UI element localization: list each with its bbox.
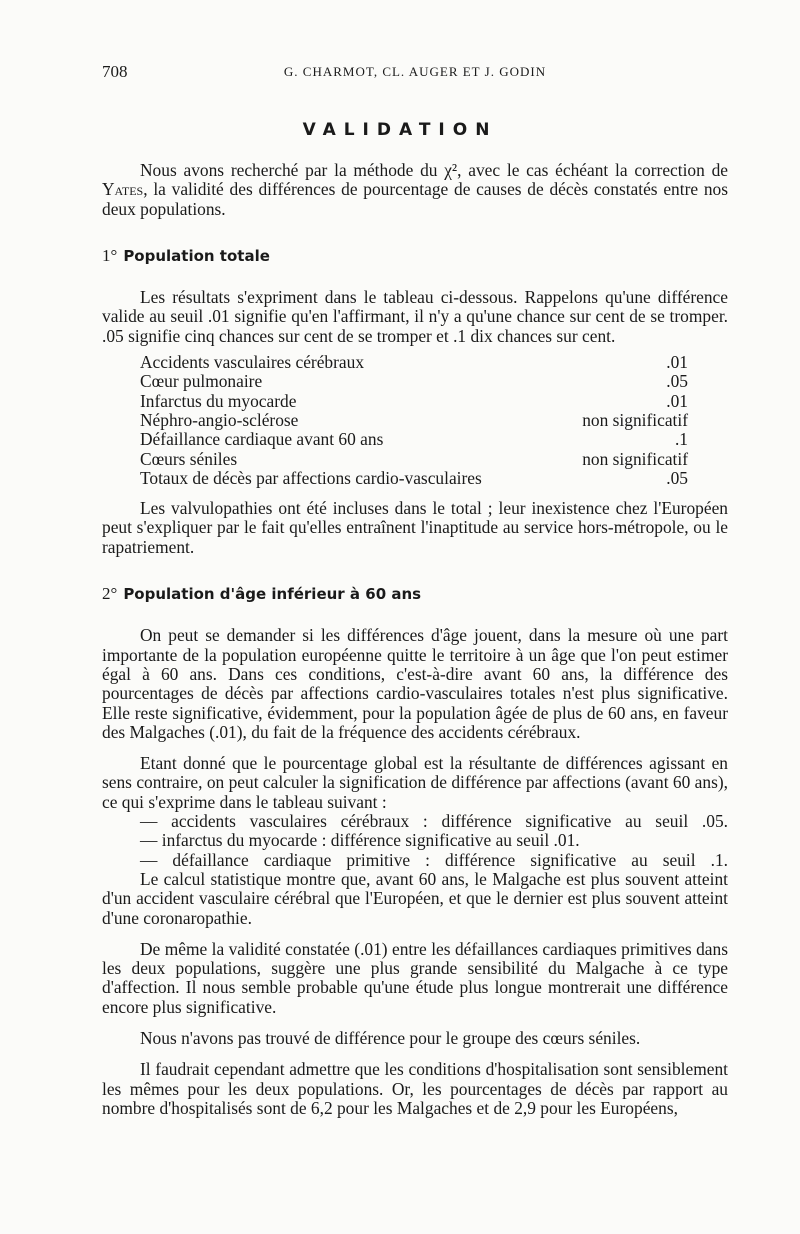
author-name: Yates bbox=[102, 179, 144, 200]
section2-paragraph-2: Etant donné que le pourcentage global est la résultante de différences agissant en sens contraire, on peut calculer la signification de différence par affections (avant 60 ans), ce qui s'exprime dans le tableau suivant : bbox=[102, 753, 728, 812]
table-row bbox=[140, 392, 688, 411]
results-table bbox=[140, 353, 688, 488]
list-item: — infarctus du myocarde : différence significative au seuil .01. bbox=[140, 830, 580, 851]
section2-paragraph-6: Il faudrait cependant admettre que les conditions d'hospitalisation sont sensiblement les mêmes pour les deux populations. Or, les pourcentages de décès par rapport au nombre d'hospitalisés sont de 6,2 pour les Malgaches et de 2,9 pour les Européens, bbox=[102, 1059, 728, 1118]
table-row bbox=[140, 450, 688, 469]
section2-heading bbox=[102, 584, 728, 604]
section2-paragraph-1: On peut se demander si les différences d'âge jouent, dans la mesure où une part importante de la population européenne quitte le territoire à un âge que l'on peut estimer égal à 60 ans. Dans ces conditions, c'est-à-dire avant 60 ans, la différence des pourcentages de décès par affections cardio-vasculaires totales n'est plus significative. Elle reste significative, évidemment, pour la population âgée de plus de 60 ans, en faveur des Malgaches (.01), du fait de la fréquence des accidents cérébraux. bbox=[102, 625, 728, 742]
row-value: non significatif bbox=[582, 409, 688, 430]
table-row bbox=[140, 469, 688, 488]
section2-paragraph-4: De même la validité constatée (.01) entre les défaillances cardiaques primitives dans les deux populations, suggère une plus grande sensibilité du Malgache à ce type d'affection. Il nous semble probable qu'une étude plus longue montrerait une différence encore plus significative. bbox=[102, 938, 728, 1017]
row-label: Infarctus du myocarde bbox=[140, 390, 297, 411]
significance-list bbox=[102, 812, 728, 870]
section-title: VALIDATION bbox=[302, 120, 498, 140]
table-row bbox=[140, 411, 688, 430]
row-label: Totaux de décès par affections cardio-vasculaires bbox=[140, 467, 482, 488]
row-label: Défaillance cardiaque avant 60 ans bbox=[140, 429, 384, 450]
article-body bbox=[102, 161, 728, 1118]
section2-title: Population d'âge inférieur à 60 ans bbox=[123, 585, 422, 604]
row-value: .01 bbox=[666, 390, 688, 411]
row-label: Cœur pulmonaire bbox=[140, 371, 263, 392]
row-value: .05 bbox=[666, 467, 688, 488]
section2-number: 2° bbox=[102, 584, 118, 604]
section1-paragraph-2: Les valvulopathies ont été incluses dans le total ; leur inexistence chez l'Européen peut s'expliquer par le fait qu'elles entraînent l'inaptitude au service hors-métropole, ou le rapatriement. bbox=[102, 498, 728, 557]
section2-paragraph-3: Le calcul statistique montre que, avant 60 ans, le Malgache est plus souvent atteint d'un accident vasculaire cérébral que l'Européen, et que le dernier est plus souvent atteint d'une coronaropathie. bbox=[102, 868, 728, 928]
intro-paragraph bbox=[102, 161, 728, 219]
intro-text-a: Nous avons recherché par la méthode du χ², avec le cas échéant la correction de bbox=[140, 160, 728, 180]
section1-heading bbox=[102, 246, 728, 266]
row-label: Accidents vasculaires cérébraux bbox=[140, 352, 365, 373]
row-value: .05 bbox=[666, 371, 688, 392]
list-item: — accidents vasculaires cérébraux : différence significative au seuil .05. bbox=[140, 811, 728, 832]
row-label: Néphro-angio-sclérose bbox=[140, 409, 299, 430]
intro-text-b: , la validité des différences de pourcentage de causes de décès constatés entre nos deux populations. bbox=[102, 179, 728, 219]
table-row bbox=[140, 372, 688, 391]
page-number: 708 bbox=[102, 62, 128, 81]
section1-title: Population totale bbox=[123, 246, 270, 265]
running-head: G. CHARMOT, CL. AUGER ET J. GODIN bbox=[283, 64, 547, 79]
section1-number: 1° bbox=[102, 245, 118, 265]
table-row bbox=[140, 353, 688, 372]
row-value: .1 bbox=[674, 429, 688, 450]
list-item: — défaillance cardiaque primitive : différence significative au seuil .1. bbox=[140, 849, 728, 870]
section2-paragraph-5: Nous n'avons pas trouvé de différence pour le groupe des cœurs séniles. bbox=[140, 1027, 641, 1048]
row-value: .01 bbox=[666, 352, 688, 373]
page-header bbox=[102, 62, 728, 86]
table-row bbox=[140, 430, 688, 449]
section1-paragraph-1: Les résultats s'expriment dans le tableau ci-dessous. Rappelons qu'une différence valide au seuil .01 signifie qu'en l'affirmant, il n'y a qu'une chance sur cent de se tromper. .05 signifie cinq chances sur cent de se tromper et .1 dix chances sur cent. bbox=[102, 287, 728, 346]
row-value: non significatif bbox=[582, 448, 688, 469]
row-label: Cœurs séniles bbox=[140, 448, 238, 469]
